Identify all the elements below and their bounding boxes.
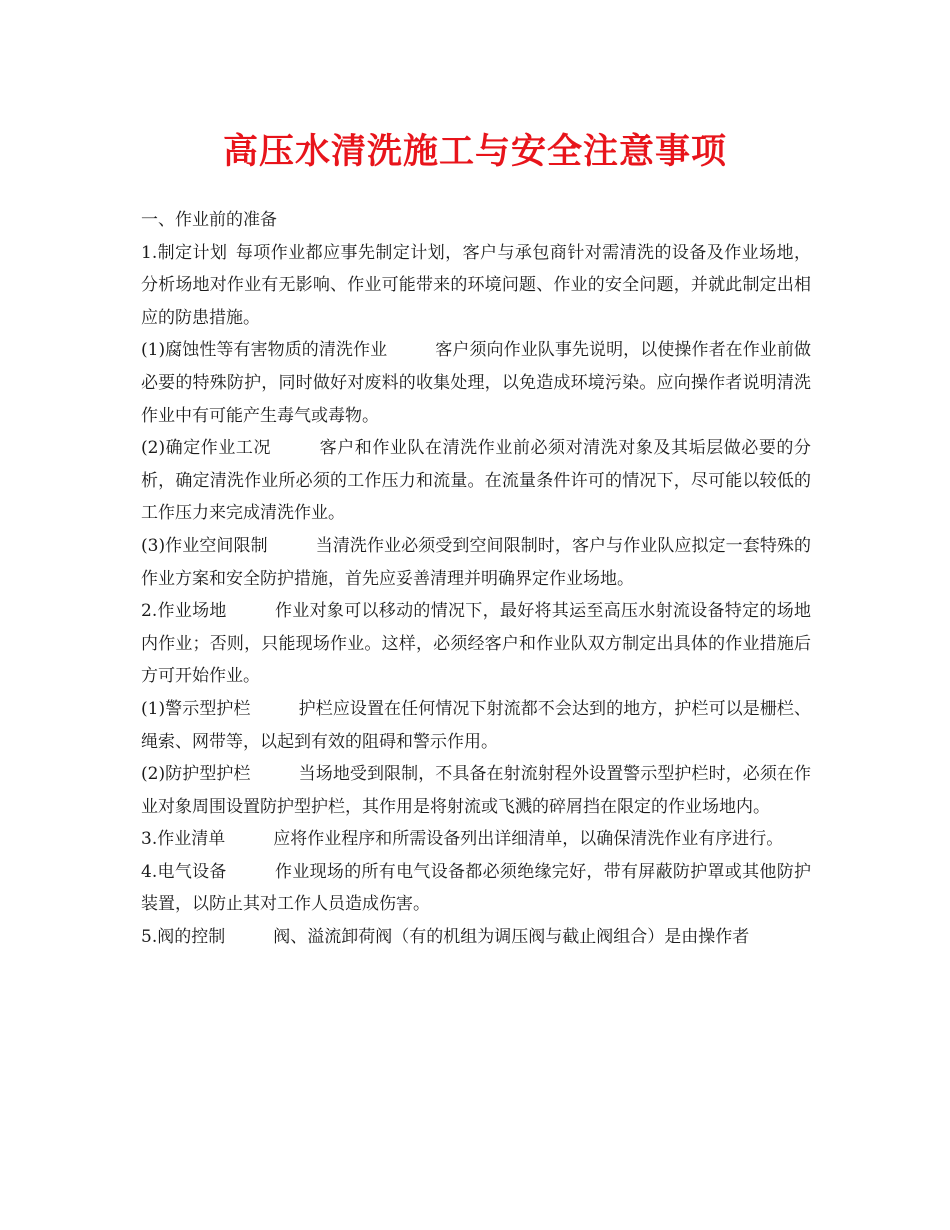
paragraph (141, 530, 811, 595)
paragraph-text: 护栏应设置在任何情况下射流都不会达到的地方，护栏可以是栅栏、绳索、网带等，以起到有效的阻碍和警示作用。 (141, 698, 811, 752)
paragraph-text: 阀、溢流卸荷阀（有的机组为调压阀与截止阀组合）是由操作者 (273, 927, 750, 948)
document-body (141, 204, 811, 954)
paragraph (141, 237, 811, 335)
paragraph (141, 693, 811, 758)
paragraph (141, 856, 811, 921)
paragraph-heading: (1)警示型护栏 (141, 698, 251, 719)
paragraph-text: 客户须向作业队事先说明，以使操作者在作业前做必要的特殊防护，同时做好对废料的收集处理，以免造成环境污染。应向操作者说明清洗作业中有可能产生毒气或毒物。 (141, 340, 811, 426)
paragraph (141, 204, 811, 237)
paragraph-heading: 1.制定计划 (141, 242, 228, 263)
paragraph (141, 758, 811, 823)
paragraph-text: 当场地受到限制，不具备在射流射程外设置警示型护栏时，必须在作业对象周围设置防护型护栏，其作用是将射流或飞溅的碎屑挡在限定的作业场地内。 (141, 764, 811, 817)
paragraph-heading: (2)防护型护栏 (141, 764, 251, 785)
paragraph-heading: (2)确定作业工况 (141, 438, 272, 459)
paragraph-text: 应将作业程序和所需设备列出详细清单，以确保清洗作业有序进行。 (273, 829, 784, 850)
paragraph (141, 432, 811, 530)
document-title: 高压水清洗施工与安全注意事项 (222, 131, 727, 172)
paragraph-text: 作业对象可以移动的情况下，最好将其运至高压水射流设备特定的场地内作业；否则，只能现场作业。这样，必须经客户和作业队双方制定出具体的作业措施后方可开始作业。 (141, 601, 811, 687)
paragraph-heading: 一、作业前的准备 (141, 210, 277, 230)
paragraph-text: 客户和作业队在清洗作业前必须对清洗对象及其垢层做必要的分析，确定清洗作业所必须的工作压力和流量。在流量条件许可的情况下，尽可能以较低的工作压力来完成清洗作业。 (141, 438, 811, 524)
paragraph-heading: 5.阀的控制 (141, 927, 226, 948)
paragraph (141, 921, 811, 954)
paragraph-heading: 4.电气设备 (141, 861, 227, 882)
paragraph (141, 823, 811, 856)
paragraph-heading: 2.作业场地 (141, 601, 227, 622)
paragraph-text: 每项作业都应事先制定计划，客户与承包商针对需清洗的设备及作业场地，分析场地对作业有无影响、作业可能带来的环境问题、作业的安全问题，并就此制定出相应的防患措施。 (141, 242, 811, 328)
paragraph-heading: 3.作业清单 (141, 829, 226, 850)
paragraph-heading: (1)腐蚀性等有害物质的清洗作业 (141, 340, 388, 361)
paragraph-text: 当清洗作业必须受到空间限制时，客户与作业队应拟定一套特殊的作业方案和安全防护措施，首先应妥善清理并明确界定作业场地。 (141, 535, 811, 589)
paragraph-text: 作业现场的所有电气设备都必须绝缘完好，带有屏蔽防护罩或其他防护装置，以防止其对工作人员造成伤害。 (141, 861, 811, 915)
paragraph (141, 334, 811, 432)
paragraph (141, 595, 811, 693)
paragraph-heading: (3)作业空间限制 (141, 535, 268, 556)
